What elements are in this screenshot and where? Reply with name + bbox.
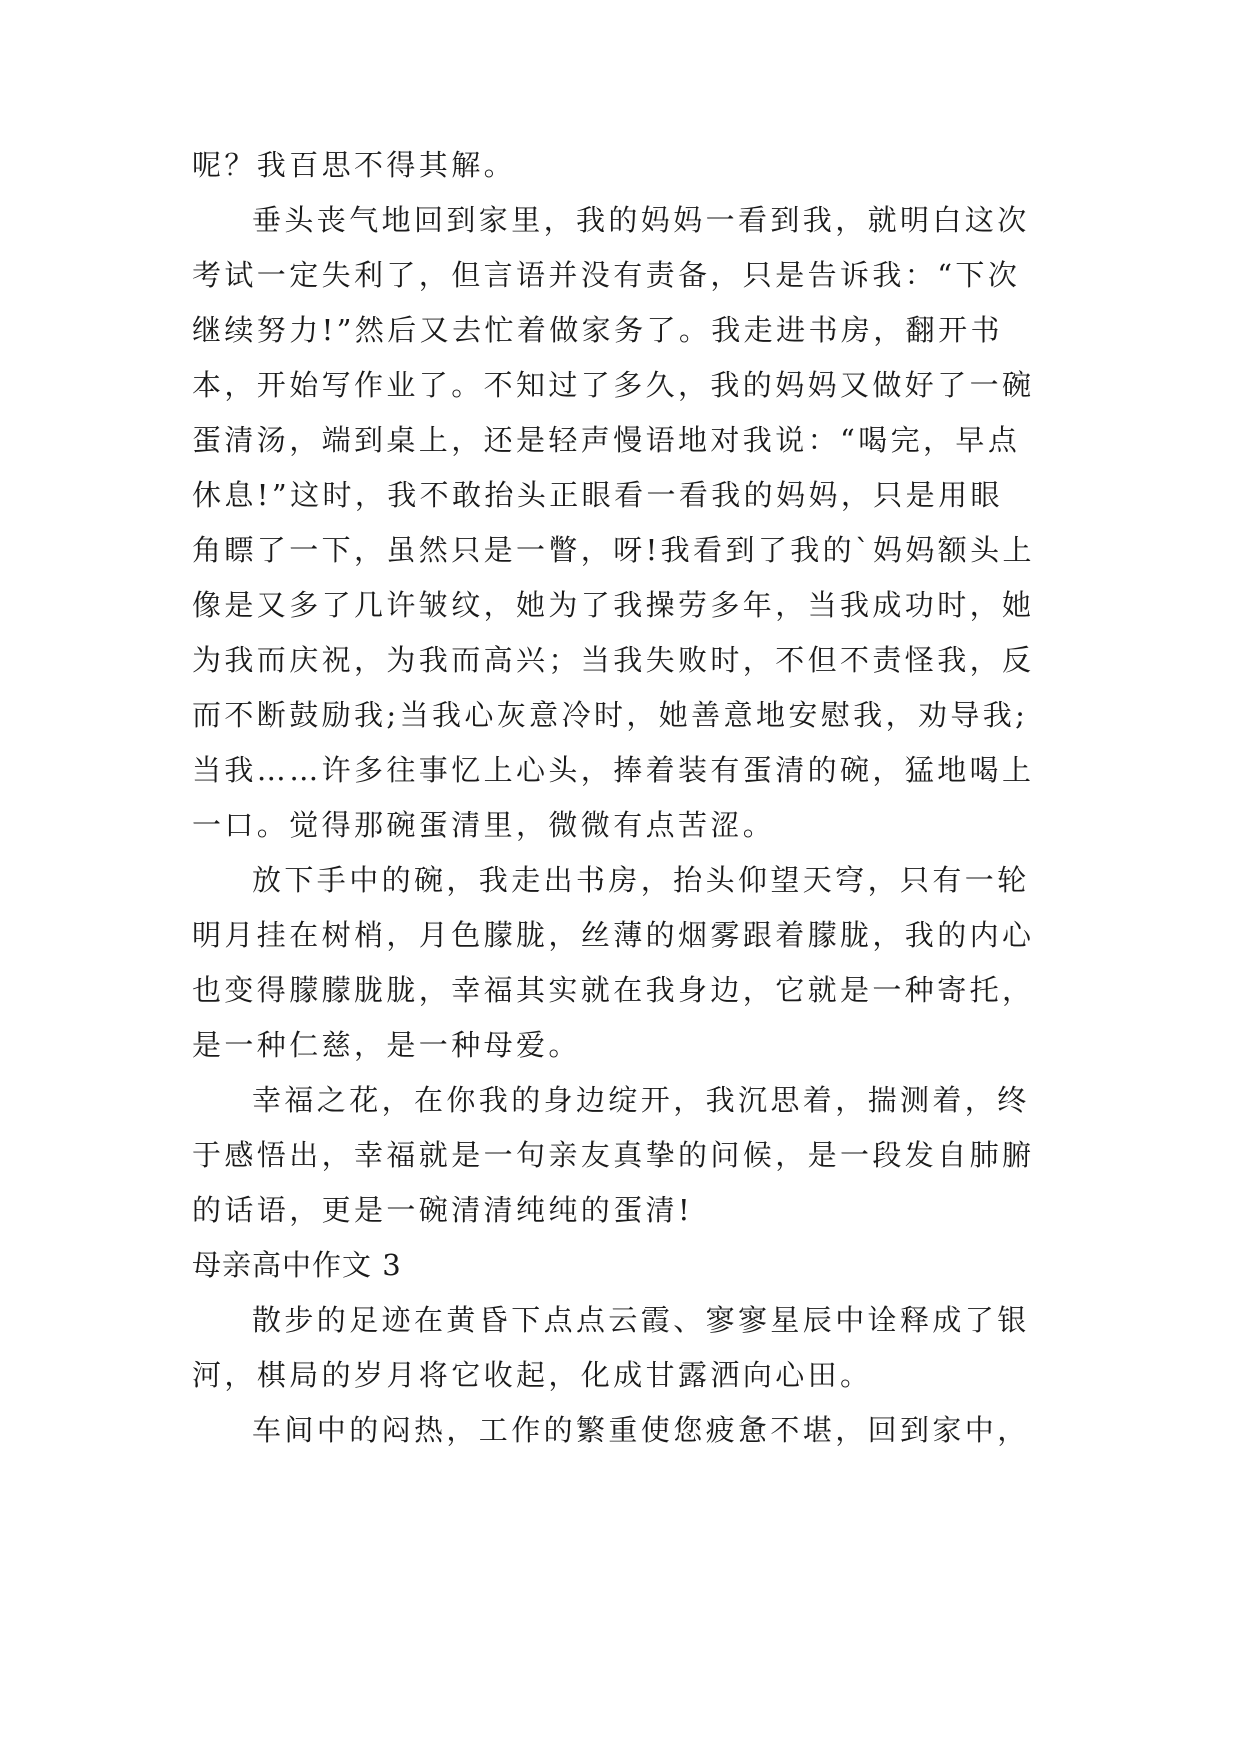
text-line: 河，棋局的岁月将它收起，化成甘露洒向心田。	[192, 1358, 873, 1392]
text-line: 本，开始写作业了。不知过了多久，我的妈妈又做好了一碗	[192, 368, 1035, 402]
text-line: 像是又多了几许皱纹，她为了我操劳多年，当我成功时，她	[192, 588, 1035, 622]
text-line: 考试一定失利了，但言语并没有责备，只是告诉我：“下次	[192, 258, 1021, 292]
section-heading: 母亲高中作文 3	[192, 1248, 402, 1282]
text-line: 休息!”这时，我不敢抬头正眼看一看我的妈妈，只是用眼	[192, 478, 1003, 512]
text-line: 一口。觉得那碗蛋清里，微微有点苦涩。	[192, 808, 776, 842]
text-line: 的话语，更是一碗清清纯纯的蛋清!	[192, 1193, 694, 1227]
paragraph-first-line: 放下手中的碗，我走出书房，抬头仰望天穹，只有一轮	[252, 863, 1030, 897]
text-line: 继续努力!”然后又去忙着做家务了。我走进书房，翻开书	[192, 313, 1003, 347]
text-line: 蛋清汤，端到桌上，还是轻声慢语地对我说：“喝完，早点	[192, 423, 1021, 457]
text-line: 呢？我百思不得其解。	[192, 148, 517, 182]
paragraph-first-line: 车间中的闷热，工作的繁重使您疲惫不堪，回到家中，	[252, 1413, 1030, 1447]
text-line: 当我……许多往事忆上心头，捧着装有蛋清的碗，猛地喝上	[192, 753, 1035, 787]
paragraph-first-line: 散步的足迹在黄昏下点点云霞、寥寥星辰中诠释成了银	[252, 1303, 1030, 1337]
text-line: 明月挂在树梢，月色朦胧，丝薄的烟雾跟着朦胧，我的内心	[192, 918, 1035, 952]
text-line: 为我而庆祝，为我而高兴；当我失败时，不但不责怪我，反	[192, 643, 1035, 677]
text-line: 角瞟了一下，虽然只是一瞥，呀!我看到了我的`妈妈额头上	[192, 533, 1035, 567]
text-line: 是一种仁慈，是一种母爱。	[192, 1028, 581, 1062]
paragraph-first-line: 幸福之花，在你我的身边绽开，我沉思着，揣测着，终	[252, 1083, 1030, 1117]
text-line: 于感悟出，幸福就是一句亲友真挚的问候，是一段发自肺腑	[192, 1138, 1035, 1172]
paragraph-first-line: 垂头丧气地回到家里，我的妈妈一看到我，就明白这次	[252, 203, 1030, 237]
text-line: 也变得朦朦胧胧，幸福其实就在我身边，它就是一种寄托，	[192, 973, 1035, 1007]
text-line: 而不断鼓励我;当我心灰意冷时，她善意地安慰我，劝导我;	[192, 698, 1029, 732]
